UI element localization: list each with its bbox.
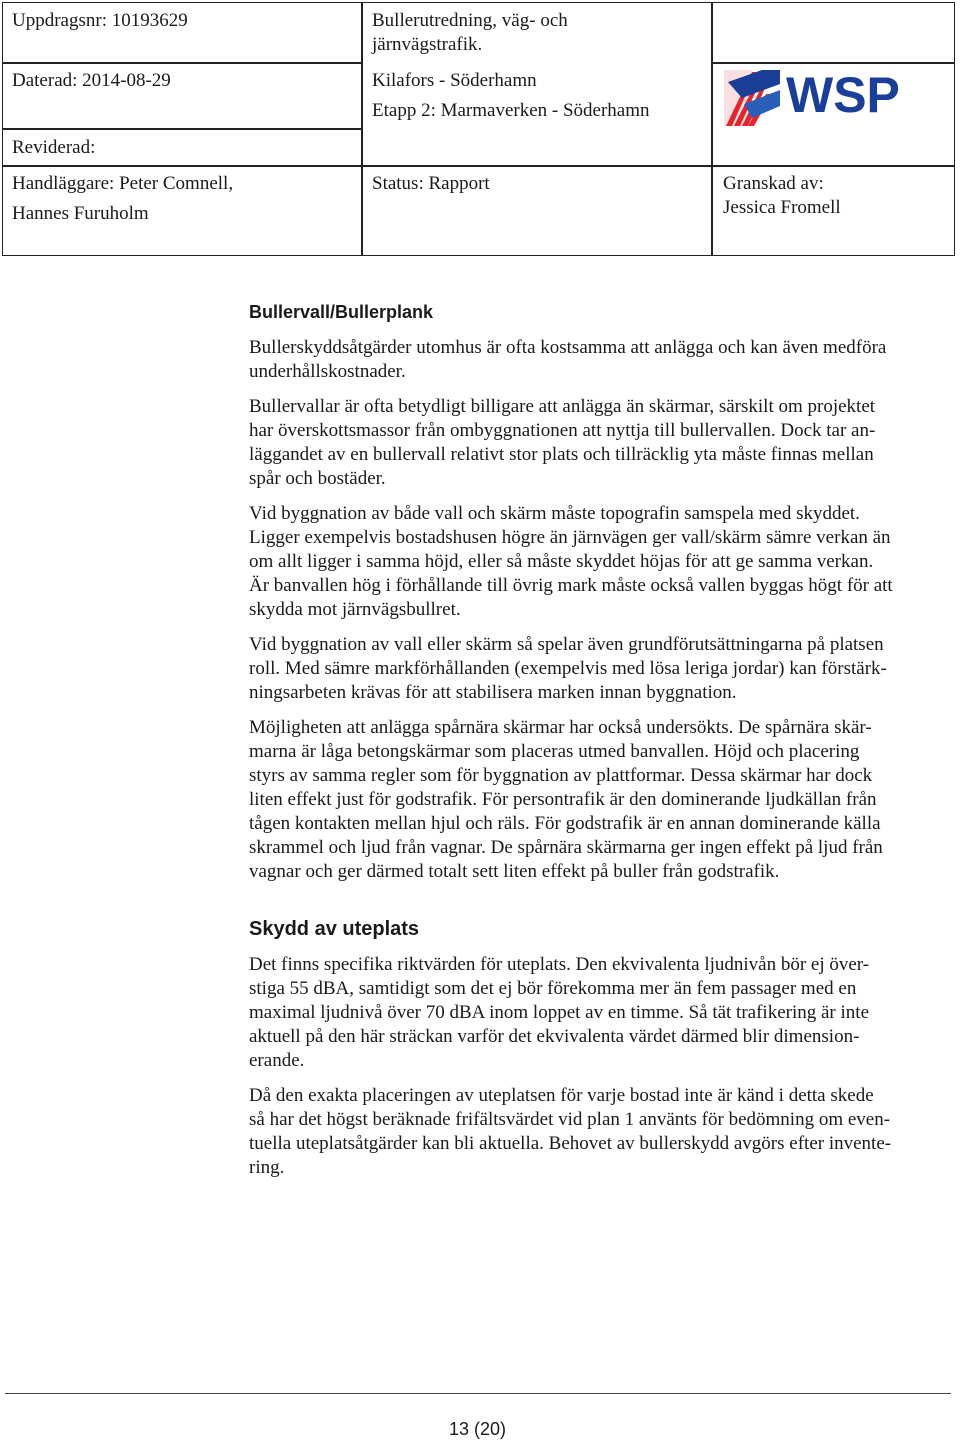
paragraph-line: stiga 55 dBA, samtidigt som det ej bör förekomma mer än fem passager med en — [249, 978, 857, 999]
reviewed-by-name: Jessica Fromell — [723, 197, 841, 218]
paragraph-line: aktuell på den här sträckan varför det ekvivalenta värdet därmed blir dimension- — [249, 1026, 860, 1047]
paragraph-line: så har det högst beräknade frifältsvärdet vid plan 1 använts för bedömning om even- — [249, 1109, 891, 1130]
section-heading-bullervall: Bullervall/Bullerplank — [249, 302, 434, 322]
paragraph-line: Det finns specifika riktvärden för uteplats. Den ekvivalenta ljudnivån bör ej över- — [249, 954, 870, 975]
paragraph-line: roll. Med sämre markförhållanden (exempelvis med lösa leriga jordar) kan förstärk- — [249, 658, 887, 679]
paragraph-line: erande. — [249, 1050, 305, 1071]
section-heading-uteplats: Skydd av uteplats — [249, 918, 420, 940]
paragraph-line: om allt ligger i samma höjd, eller så måste skyddet höjas för att ge samma verkan. — [249, 551, 874, 572]
report-title-line1: Bullerutredning, väg- och — [372, 10, 568, 31]
footer-divider — [5, 1393, 951, 1394]
paragraph-line: skydda mot järnvägsbullret. — [249, 599, 461, 620]
report-status: Status: Rapport — [372, 173, 490, 194]
paragraph-line: tågen kontakten mellan hjul och räls. För godstrafik är en annan dominerande källa — [249, 813, 881, 834]
paragraph-line: Är banvallen hög i förhållande till övrig mark måste också vallen byggas högt för att — [249, 575, 893, 596]
page-number: 13 (20) — [448, 1419, 507, 1439]
project-name: Kilafors - Söderhamn — [372, 70, 537, 91]
main-content — [249, 300, 960, 1180]
paragraph-line: Vid byggnation av både vall och skärm måste topografin samspela med skyddet. — [249, 503, 860, 524]
paragraph-line: skrammel och ljud från vagnar. De spårnära skärmarna ger ingen effekt på ljud från — [249, 837, 883, 858]
assignment-number: Uppdragsnr: 10193629 — [12, 10, 188, 31]
paragraph-line: marna är låga betongskärmar som placeras utmed banvallen. Höjd och placering — [249, 741, 860, 762]
header-divider-h2-left — [2, 128, 362, 130]
paragraph-line: Då den exakta placeringen av uteplatsen för varje bostad inte är känd i detta skede — [249, 1085, 874, 1106]
paragraph-line: Bullerskyddsåtgärder utomhus är ofta kostsamma att anlägga och kan även medföra — [249, 337, 887, 358]
paragraph-line: vagnar och ger därmed totalt sett liten effekt på buller från godstrafik. — [249, 861, 780, 882]
paragraph-line: läggandet av en bullervall relativt stor plats och tillräcklig yta måste finnas mellan — [249, 444, 874, 465]
paragraph-line: Vid byggnation av vall eller skärm så spelar även grundförutsättningarna på platsen — [249, 634, 884, 655]
revised: Reviderad: — [12, 137, 96, 158]
paragraph-line: ningsarbeten krävas för att stabilisera marken innan byggnation. — [249, 682, 737, 703]
paragraph-line: Bullervallar är ofta betydligt billigare att anlägga än skärmar, särskilt om projektet — [249, 396, 876, 417]
paragraph-line: styrs av samma regler som för byggnation av plattformar. Dessa skärmar har dock — [249, 765, 873, 786]
paragraph-line: ring. — [249, 1157, 285, 1178]
svg-text:WSP: WSP — [786, 67, 900, 123]
paragraph-line: underhållskostnader. — [249, 361, 406, 382]
report-title-line2: järnvägstrafik. — [372, 34, 483, 55]
paragraph-line: tuella uteplatsåtgärder kan bli aktuella. Behovet av bullerskydd avgörs efter invente- — [249, 1133, 892, 1154]
paragraph-line: maximal ljudnivå över 70 dBA inom loppet av en timme. Så tät trafikering är inte — [249, 1002, 869, 1023]
date: Daterad: 2014-08-29 — [12, 70, 171, 91]
project-stage: Etapp 2: Marmaverken - Söderhamn — [372, 100, 650, 121]
reviewed-by-label: Granskad av: — [723, 173, 824, 194]
paragraph-line: liten effekt just för godstrafik. För persontrafik är den dominerande ljudkällan från — [249, 789, 877, 810]
handler-line2: Hannes Furuholm — [12, 203, 149, 224]
paragraph-line: har överskottsmassor från ombyggnationen att nyttja till bullervallen. Dock tar an- — [249, 420, 876, 441]
paragraph-line: spår och bostäder. — [249, 468, 386, 489]
paragraph-line: Ligger exempelvis bostadshusen högre än järnvägen ger vall/skärm sämre verkan än — [249, 527, 891, 548]
wsp-logo — [722, 64, 914, 130]
handler-line1: Handläggare: Peter Comnell, — [12, 173, 234, 194]
wsp-logo-icon — [722, 64, 914, 130]
header-divider-vertical-2 — [711, 2, 713, 256]
header-divider-h3 — [2, 165, 955, 167]
header-divider-h1-left — [2, 62, 362, 64]
paragraph-line: Möjligheten att anlägga spårnära skärmar har också undersökts. De spårnära skär- — [249, 717, 872, 738]
